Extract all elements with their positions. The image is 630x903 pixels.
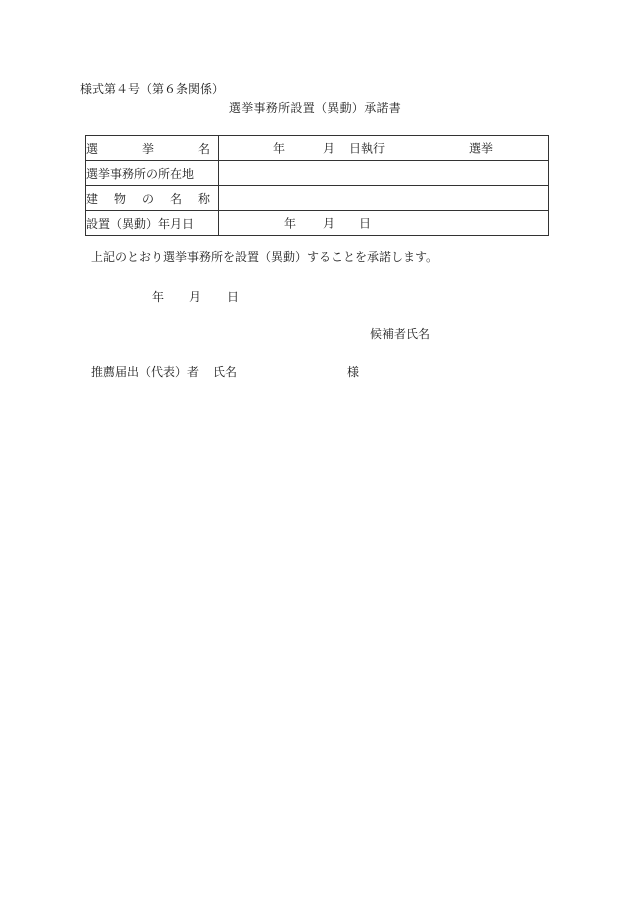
- election-year-unit: 年: [273, 141, 286, 156]
- consent-statement: 上記のとおり選挙事務所を設置（異動）することを承諾します。: [91, 250, 439, 264]
- consent-form-table: [85, 135, 549, 236]
- election-day-exec-unit: 日執行: [349, 141, 386, 156]
- recommender-name-label: 氏名: [213, 365, 238, 379]
- label-building-name: 建 物 の 名 称: [86, 186, 219, 211]
- date-month-unit: 月: [189, 290, 202, 304]
- table-row-setup-date: [86, 211, 549, 236]
- form-number: 様式第４号（第６条関係）: [80, 82, 225, 96]
- election-suffix: 選挙: [469, 141, 494, 156]
- table-row-election-name: [86, 136, 549, 161]
- setup-day-unit: 日: [359, 216, 372, 231]
- value-setup-date[interactable]: [219, 211, 549, 236]
- setup-month-unit: 月: [323, 216, 336, 231]
- label-setup-date: 設置（異動）年月日: [86, 211, 219, 236]
- table-row-office-address: [86, 161, 549, 186]
- recommender-label: 推薦届出（代表）者: [91, 365, 200, 379]
- date-day-unit: 日: [227, 290, 240, 304]
- value-office-address[interactable]: [219, 161, 549, 186]
- label-office-address: 選挙事務所の所在地: [86, 161, 219, 186]
- label-election-name: 選 挙 名: [86, 136, 219, 161]
- election-month-unit: 月: [323, 141, 336, 156]
- candidate-name-label: 候補者氏名: [370, 327, 431, 341]
- recommender-honorific: 様: [347, 365, 360, 379]
- document-title: 選挙事務所設置（異動）承諾書: [228, 101, 402, 115]
- value-building-name[interactable]: [219, 186, 549, 211]
- setup-year-unit: 年: [284, 216, 297, 231]
- value-election-name[interactable]: [219, 136, 549, 161]
- date-year-unit: 年: [152, 290, 165, 304]
- table-row-building-name: [86, 186, 549, 211]
